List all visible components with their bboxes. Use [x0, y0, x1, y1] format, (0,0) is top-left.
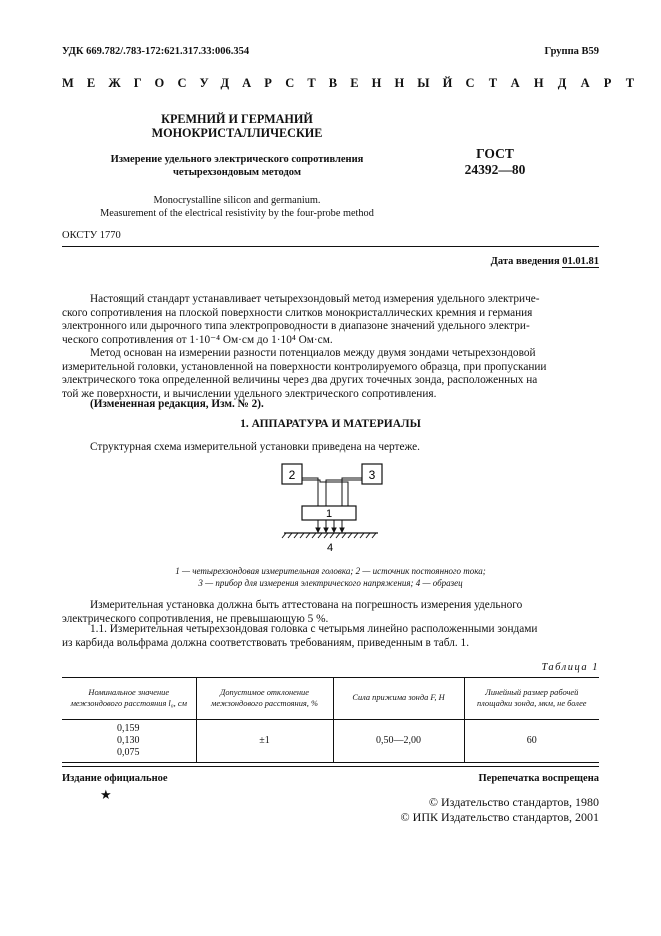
caption-line-2: 3 — прибор для измерения электрического напряжения; 4 — образец [198, 577, 463, 588]
title-line-2: МОНОКРИСТАЛЛИЧЕСКИЕ [151, 126, 323, 140]
text-line: 1.1. Измерительная четырехзондовая головка с четырьмя линейно расположенными зондами [90, 623, 538, 635]
gost-label: ГОСТ [476, 146, 514, 161]
english-title-line-1: Monocrystalline silicon and germanium. [153, 195, 321, 206]
source-box [282, 464, 302, 484]
text-line: электронного или дырочного типа электропроводности в диапазоне значений удельного электри- [62, 320, 530, 333]
label-4: 4 [326, 542, 334, 554]
copyright-block [401, 795, 599, 825]
cell-value: 0,130 [117, 735, 140, 746]
box-1-label: 1 [325, 508, 333, 520]
table-cell: 60 [464, 720, 599, 763]
cell-value: 0,075 [117, 747, 140, 758]
table-header-row [62, 678, 599, 720]
text-line: той же поверхности, и вычислении удельного электрического сопротивления. [62, 387, 437, 400]
paragraph-method [62, 347, 599, 401]
table-cell: 0,50—2,00 [333, 720, 464, 763]
diagram-caption [62, 566, 599, 589]
text-line: Метод основан на измерении разности потенциалов между двумя зондами четырехзондовой [90, 347, 536, 359]
group-code: Группа В59 [544, 46, 599, 57]
table-caption: Таблица 1 [541, 662, 599, 673]
box-3-label: 3 [368, 468, 376, 482]
table-header-cell: Номинальное значение межзондового расстояния l₀, см [70, 688, 187, 708]
diagram-intro: Структурная схема измерительной установки приведена на чертеже. [90, 441, 420, 453]
subtitle-block [62, 153, 412, 179]
text-line: Настоящий стандарт устанавливает четырехзондовый метод измерения удельного электриче- [90, 293, 540, 305]
gost-designation [440, 146, 550, 178]
text-line: измерительной головки, установленной на поверхности контролируемого образца, при пропускании [62, 360, 547, 373]
text-line: из карбида вольфрама должна соответствовать требованиям, приведенным в табл. 1. [62, 636, 470, 649]
text-line: электрического тока определенной величины через два других точечных зонда, расположенных на [62, 374, 538, 387]
text-line: электрического сопротивления, не превышающую 5 %. [62, 612, 329, 625]
cell-value: 0,159 [117, 723, 140, 734]
paragraph-scope [62, 293, 599, 347]
title-block [62, 112, 412, 140]
probe-head-box [302, 506, 356, 520]
udk-code: УДК 669.782/.783-172:621.317.33:006.354 [62, 46, 250, 57]
header-divider [62, 246, 599, 247]
star-mark: ★ [100, 787, 112, 802]
oksty-code: ОКСТУ 1770 [62, 230, 121, 241]
banner-word-2: СТАНДАРТ [465, 76, 649, 90]
copyright-line-1: © Издательство стандартов, 1980 [428, 795, 599, 809]
box-2-label: 2 [288, 468, 296, 482]
text-line: Измерительная установка должна быть аттестована на погрешность измерения удельного [90, 599, 523, 611]
section-1-heading: 1. АППАРАТУРА И МАТЕРИАЛЫ [240, 418, 421, 430]
wiring [302, 478, 362, 506]
text-line: ского сопротивления на плоской поверхности слитков монокристаллических кремния и германия [62, 306, 533, 319]
table-row [62, 720, 599, 763]
official-edition: Издание официальное [62, 773, 168, 784]
table-cell: ±1 [196, 720, 333, 763]
caption-line-1: 1 — четырехзондовая измерительная головка; 2 — источник постоянного тока; [175, 566, 486, 576]
probes [316, 520, 344, 532]
english-title-block [52, 194, 422, 220]
footer-divider [62, 766, 599, 767]
banner-word-1: МЕЖГОСУДАРСТВЕННЫЙ [62, 76, 466, 90]
text-line: ческого сопротивления от 1·10⁻⁴ Ом·см до 1·10⁴ Ом·см. [62, 333, 333, 346]
table-1 [62, 677, 599, 763]
table-header-cell: Допустимое отклонение межзондового расстояния, % [196, 678, 333, 720]
intro-date [491, 256, 599, 267]
table-header-cell: Сила прижима зонда F, Н [333, 678, 464, 720]
subtitle-line-2: четырехзондовым методом [172, 167, 302, 178]
table-cell [62, 720, 196, 763]
copyright-line-2: © ИПК Издательство стандартов, 2001 [400, 810, 599, 824]
reprint-prohibited: Перепечатка воспрещена [478, 773, 599, 784]
subtitle-line-1: Измерение удельного электрического сопротивления [110, 154, 364, 165]
table-header-cell: Линейный размер рабочей площадки зонда, мкм, не более [464, 678, 599, 720]
title-line-1: КРЕМНИЙ И ГЕРМАНИЙ [161, 112, 313, 126]
sample-surface [282, 533, 378, 538]
intro-date-label: Дата введения [490, 256, 560, 267]
interstate-standard-banner [62, 76, 649, 91]
amendment-note: (Измененная редакция, Изм. № 2). [90, 398, 264, 410]
gost-number: 24392—80 [464, 162, 526, 177]
intro-date-value: 01.01.81 [562, 256, 599, 267]
voltmeter-box [362, 464, 382, 484]
measurement-setup-diagram [270, 458, 400, 554]
paragraph-1-1 [62, 623, 599, 650]
english-title-line-2: Measurement of the electrical resistivity by the four-probe method [100, 208, 374, 219]
